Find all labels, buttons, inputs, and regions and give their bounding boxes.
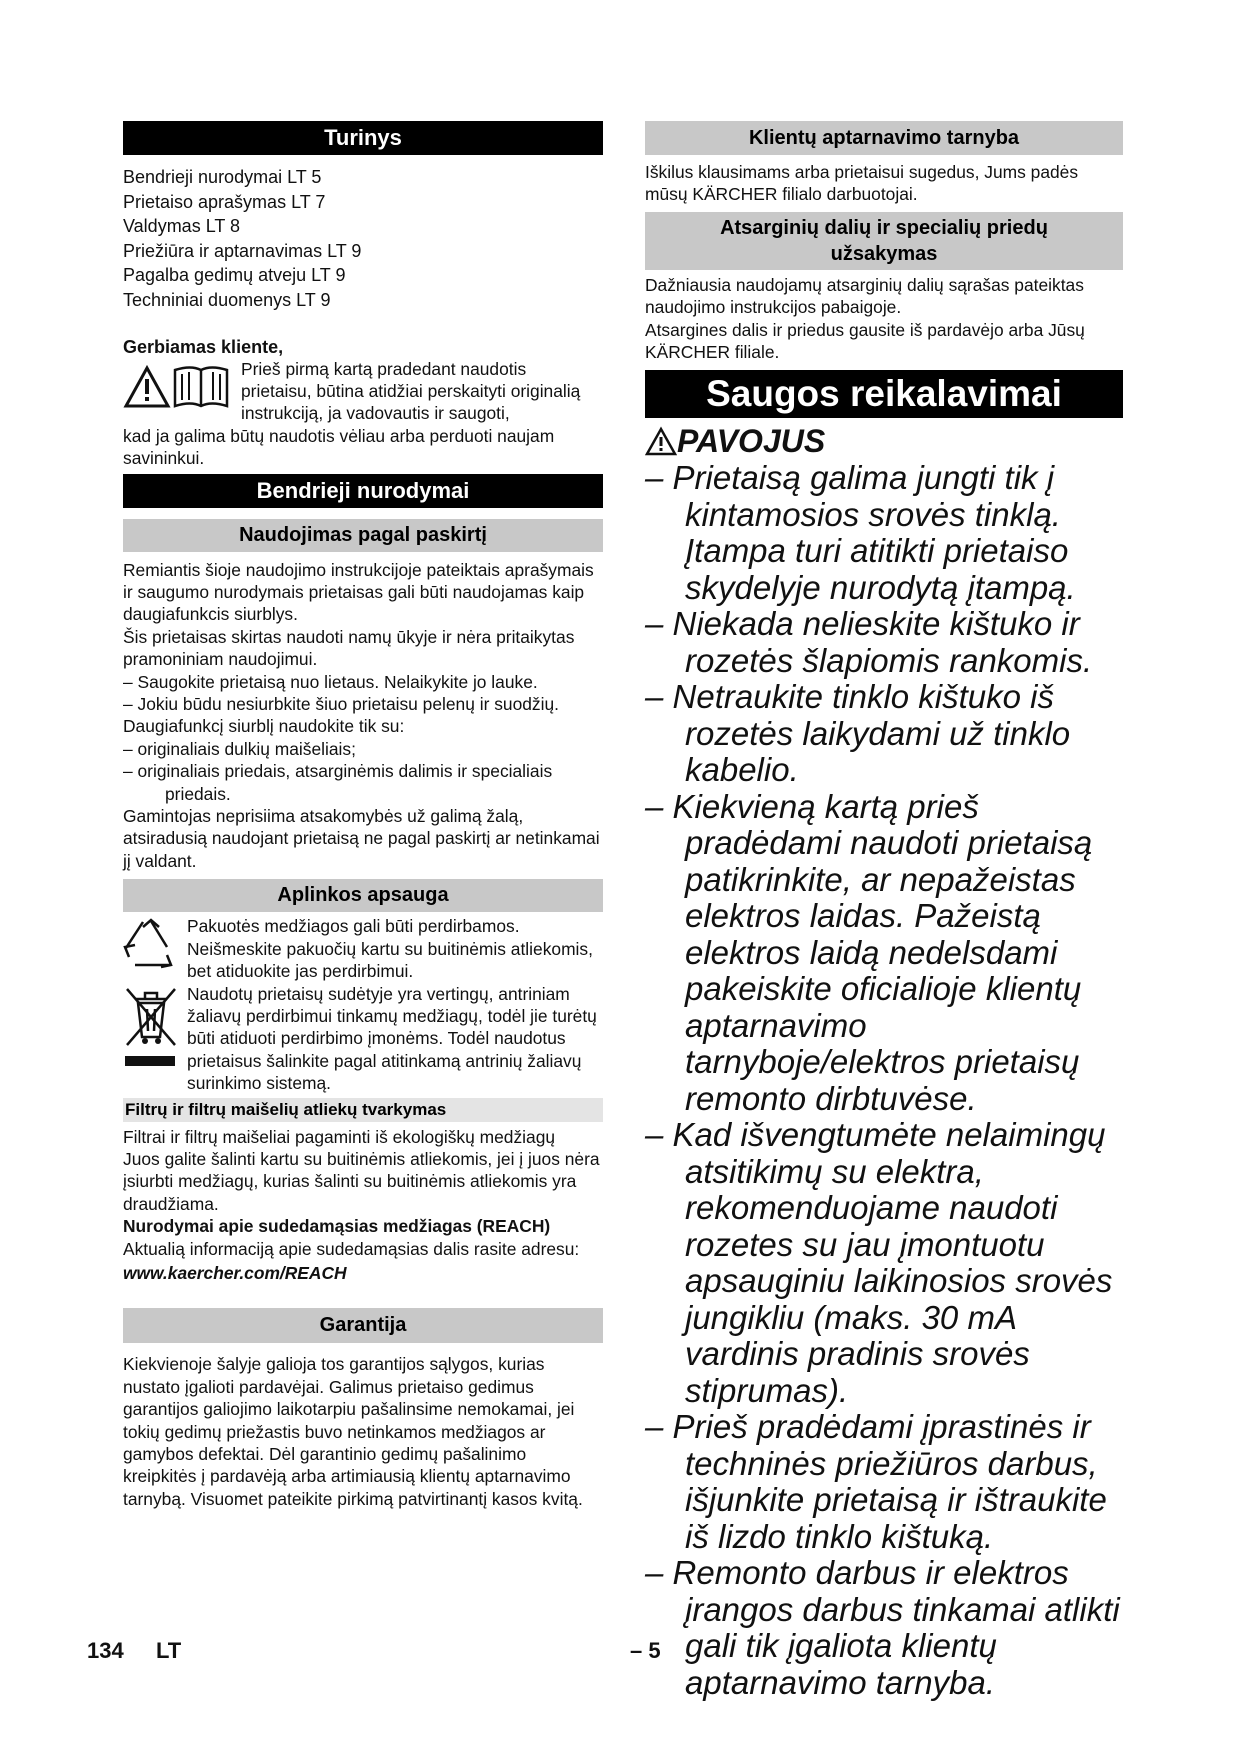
intended-use-bullet: – originaliais priedais, atsarginėmis dalimis ir specialiais priedais.: [123, 761, 553, 804]
greeting-text-full: kad ja galima būtų naudotis vėliau arba perduoti naujam savininkui.: [123, 425, 555, 469]
spare-parts-paragraph: Atsargines dalis ir priedus gausite iš pardavėjo arba Jūsų KÄRCHER filiale.: [645, 319, 1085, 363]
toc-item[interactable]: Prietaiso aprašymas LT 7: [123, 191, 326, 212]
footer-page-number: 134: [87, 1638, 124, 1663]
customer-service-section: [645, 161, 1123, 206]
intended-use-title: Naudojimas pagal paskirtį: [123, 519, 603, 552]
filters-paragraph: Filtrai ir filtrų maišeliai pagaminti iš ekologiškų medžiagų: [123, 1126, 556, 1147]
safety-item: – Niekada nelieskite kištuko ir rozetės šlapiomis rankomis.: [645, 605, 1093, 679]
toc-item[interactable]: Bendrieji nurodymai LT 5: [123, 167, 322, 187]
spare-parts-paragraph: Dažniausia naudojamų atsarginių dalių sąrašas pateiktas naudojimo instrukcijos pabaigoje.: [645, 274, 1084, 318]
safety-item: – Netraukite tinklo kištuko iš rozetės laikydami už tinklo kabelio.: [645, 678, 1071, 789]
right-column: [645, 121, 1123, 1701]
safety-list: [645, 460, 1123, 1701]
environment-section: [123, 915, 603, 1094]
environment-paragraph: Naudotų prietaisų sudėtyje yra vertingų, antriniam žaliavų perdirbimui tinkamų medžiagų, todėl jie turėtų būti atiduoti perdirbimo įmonėms. Todėl naudotus prietaisus šalinkite pagal atitinkamą antrinių žaliavų surinkimo sistemą.: [187, 983, 597, 1094]
safety-item: – Prieš pradėdami įprastinės ir techninės priežiūros darbus, išjunkite prietaisą ir ištraukite iš lizdo tinklo kištuką.: [645, 1408, 1107, 1555]
filters-section: [123, 1126, 603, 1285]
toc-list: [123, 165, 603, 313]
warranty-title: Garantija: [123, 1308, 603, 1343]
recycling-icon: [123, 915, 187, 982]
spare-parts-section: [645, 274, 1123, 364]
warranty-paragraph: Kiekvienoje šalyje galioja tos garantijos sąlygos, kurias nustato įgalioti pardavėjai. Galimus prietaiso gedimus garantijos galiojimo laikotarpiu pašalinsime nemokamai, jei tokių gedimų priežastis buvo netinkamos medžiagos ar gamybos defektai. Dėl garantinio gedimų pašalinimo kreipkitės į pardavėją arba artimiausią klientų aptarnavimo tarnybą. Visuomet pateikite pirkimą patvirtinantį kasos kvitą.: [123, 1354, 583, 1509]
intended-use-paragraph: Šis prietaisas skirtas naudoti namų ūkyje ir nėra pritaikytas pramoniniam naudojimui.: [123, 626, 575, 670]
intended-use-bullet: – Jokiu būdu nesiurbkite šiuo prietaisu pelenų ir suodžių.: [123, 694, 559, 715]
reach-url-link[interactable]: www.kaercher.com/REACH: [123, 1262, 347, 1283]
intended-use-paragraph: Daugiafunkcį siurblį naudokite tik su:: [123, 716, 405, 737]
intended-use-bullet: – Saugokite prietaisą nuo lietaus. Nelaikykite jo lauke.: [123, 671, 538, 692]
toc-item[interactable]: Priežiūra ir aptarnavimas LT 9: [123, 240, 362, 261]
warning-triangle-icon: [645, 426, 677, 456]
footer-sub-page: – 5: [630, 1638, 661, 1663]
intended-use-paragraph: Gamintojas neprisiima atsakomybės už galimą žalą, atsiradusią naudojant prietaisą ne pagal paskirtį ar netinkamai jį valdant.: [123, 806, 600, 871]
left-column: [123, 121, 603, 1510]
filters-title: Filtrų ir filtrų maišelių atliekų tvarkymas: [123, 1098, 603, 1122]
greeting-text-indented: Prieš pirmą kartą pradedant naudotis prietaisu, būtina atidžiai perskaityti originalią instrukciją, ja vadovautis ir saugoti,: [241, 358, 581, 424]
greeting-heading: Gerbiamas kliente,: [123, 336, 284, 357]
warning-manual-icon: [123, 358, 241, 425]
intended-use-section: [123, 559, 603, 873]
warranty-section: [123, 1353, 603, 1510]
environment-paragraph: Pakuotės medžiagos gali būti perdirbamos. Neišmeskite pakuočių kartu su buitinėmis atliekomis, bet atiduokite jas perdirbimui.: [187, 916, 593, 982]
reach-text: Aktualią informaciją apie sudedamąsias dalis rasite adresu:: [123, 1238, 580, 1259]
toc-item[interactable]: Valdymas LT 8: [123, 216, 241, 237]
greeting-block: [123, 358, 603, 470]
customer-service-paragraph: Iškilus klausimams arba prietaisui sugedus, Jums padės mūsų KÄRCHER filialo darbuotojai.: [645, 162, 1079, 205]
toc-title: Turinys: [123, 121, 603, 155]
danger-label: PAVOJUS: [677, 422, 826, 459]
safety-item: – Kiekvieną kartą prieš pradėdami naudoti prietaisą patikrinkite, ar nepažeistas elektros laidas. Pažeistą elektros laidą nedelsdami pakeiskite oficialioje klientų aptarnavimo tarnyboje/elektros prietaisų remonto dirbtuvėse.: [645, 787, 1093, 1117]
general-title: Bendrieji nurodymai: [123, 474, 603, 508]
toc-item[interactable]: Techniniai duomenys LT 9: [123, 289, 331, 310]
footer-language: LT: [156, 1638, 182, 1663]
spare-parts-title: Atsarginių dalių ir specialių priedų užsakymas: [645, 212, 1123, 270]
toc-item[interactable]: Pagalba gedimų atveju LT 9: [123, 265, 346, 286]
intended-use-bullet: – originaliais dulkių maišeliais;: [123, 738, 356, 759]
environment-title: Aplinkos apsauga: [123, 879, 603, 912]
customer-service-title: Klientų aptarnavimo tarnyba: [645, 121, 1123, 155]
safety-item: – Prietaisą galima jungti tik į kintamosios srovės tinklą. Įtampa turi atitikti prietaiso skydelyje nurodytą įtampą.: [645, 459, 1076, 606]
intended-use-paragraph: Remiantis šioje naudojimo instrukcijoje pateiktais aprašymais ir saugumo nurodymais prietaisas gali būti naudojamas kaip daugiafunkcis siurblys.: [123, 559, 594, 625]
filters-paragraph: Juos galite šalinti kartu su buitinėmis atliekomis, jei į juos nėra įsiurbti medžiagų, kurias šalinti su buitinėmis atliekomis yra draudžiama.: [123, 1148, 600, 1214]
weee-icon: [123, 983, 187, 1095]
safety-item: – Kad išvengtumėte nelaimingų atsitikimų su elektra, rekomenduojame naudoti rozetes su jau įmontuotu apsauginiu laikinosios srovės jungikliu (maks. 30 mA vardinis pradinis srovės stiprumas).: [645, 1116, 1113, 1409]
reach-heading: Nurodymai apie sudedamąsias medžiagas (REACH): [123, 1216, 551, 1237]
safety-title: Saugos reikalavimai: [645, 370, 1123, 418]
danger-heading: [645, 422, 1123, 460]
safety-item: – Remonto darbus ir elektros įrangos darbus tinkamai atlikti gali tik įgaliota klientų aptarnavimo tarnyba.: [645, 1554, 1120, 1701]
